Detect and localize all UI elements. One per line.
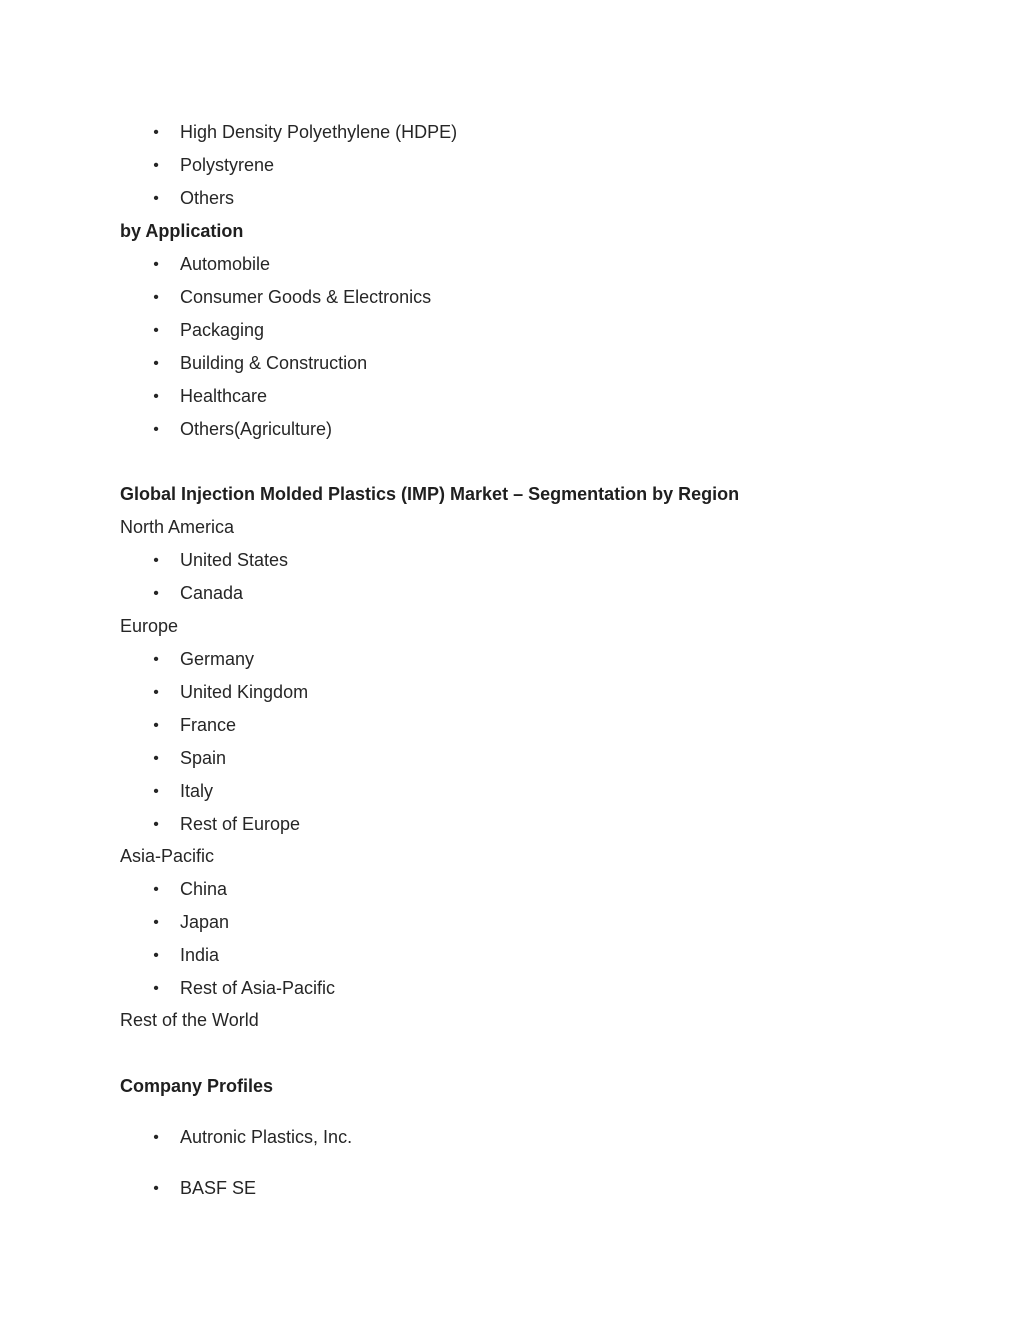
bullet: • bbox=[153, 1180, 159, 1197]
bullet: • bbox=[153, 783, 159, 800]
bullet: • bbox=[153, 256, 159, 273]
company-item: BASF SE bbox=[180, 1178, 257, 1198]
application-item: Automobile bbox=[180, 254, 271, 274]
country-item: Canada bbox=[180, 583, 244, 603]
country-item: Germany bbox=[180, 649, 255, 669]
bullet: • bbox=[153, 1129, 159, 1146]
company-item: Autronic Plastics, Inc. bbox=[180, 1127, 353, 1147]
bullet: • bbox=[153, 914, 159, 931]
application-item: Packaging bbox=[180, 320, 265, 340]
region-label-asia-pacific: Asia-Pacific bbox=[120, 846, 215, 866]
material-item: Others bbox=[180, 188, 235, 208]
bullet: • bbox=[153, 750, 159, 767]
bullet: • bbox=[153, 322, 159, 339]
bullet: • bbox=[153, 585, 159, 602]
application-heading: by Application bbox=[120, 221, 244, 241]
bullet: • bbox=[153, 157, 159, 174]
material-item: High Density Polyethylene (HDPE) bbox=[180, 122, 458, 142]
application-item: Building & Construction bbox=[180, 353, 368, 373]
bullet: • bbox=[153, 388, 159, 405]
region-label-north-america: North America bbox=[120, 517, 235, 537]
country-item: Spain bbox=[180, 748, 227, 768]
country-item: France bbox=[180, 715, 237, 735]
bullet: • bbox=[153, 881, 159, 898]
material-item: Polystyrene bbox=[180, 155, 275, 175]
bullet: • bbox=[153, 717, 159, 734]
country-item: Italy bbox=[180, 781, 214, 801]
bullet: • bbox=[153, 651, 159, 668]
bullet: • bbox=[153, 947, 159, 964]
application-item: Healthcare bbox=[180, 386, 268, 406]
application-item: Consumer Goods & Electronics bbox=[180, 287, 432, 307]
bullet: • bbox=[153, 552, 159, 569]
bullet: • bbox=[153, 289, 159, 306]
bullet: • bbox=[153, 190, 159, 207]
country-item: India bbox=[180, 945, 220, 965]
region-heading: Global Injection Molded Plastics (IMP) Market – Segmentation by Region bbox=[120, 484, 740, 504]
bullet: • bbox=[153, 355, 159, 372]
bullet: • bbox=[153, 816, 159, 833]
company-heading: Company Profiles bbox=[120, 1076, 274, 1096]
bullet: • bbox=[153, 421, 159, 438]
region-label-rest-of-world: Rest of the World bbox=[120, 1010, 259, 1030]
country-item: Rest of Asia-Pacific bbox=[180, 978, 336, 998]
region-label-europe: Europe bbox=[120, 616, 179, 636]
country-item: Rest of Europe bbox=[180, 814, 301, 834]
application-item: Others(Agriculture) bbox=[180, 419, 333, 439]
bullet: • bbox=[153, 980, 159, 997]
bullet: • bbox=[153, 684, 159, 701]
country-item: United Kingdom bbox=[180, 682, 309, 702]
bullet: • bbox=[153, 124, 159, 141]
country-item: China bbox=[180, 879, 228, 899]
country-item: United States bbox=[180, 550, 289, 570]
country-item: Japan bbox=[180, 912, 230, 932]
